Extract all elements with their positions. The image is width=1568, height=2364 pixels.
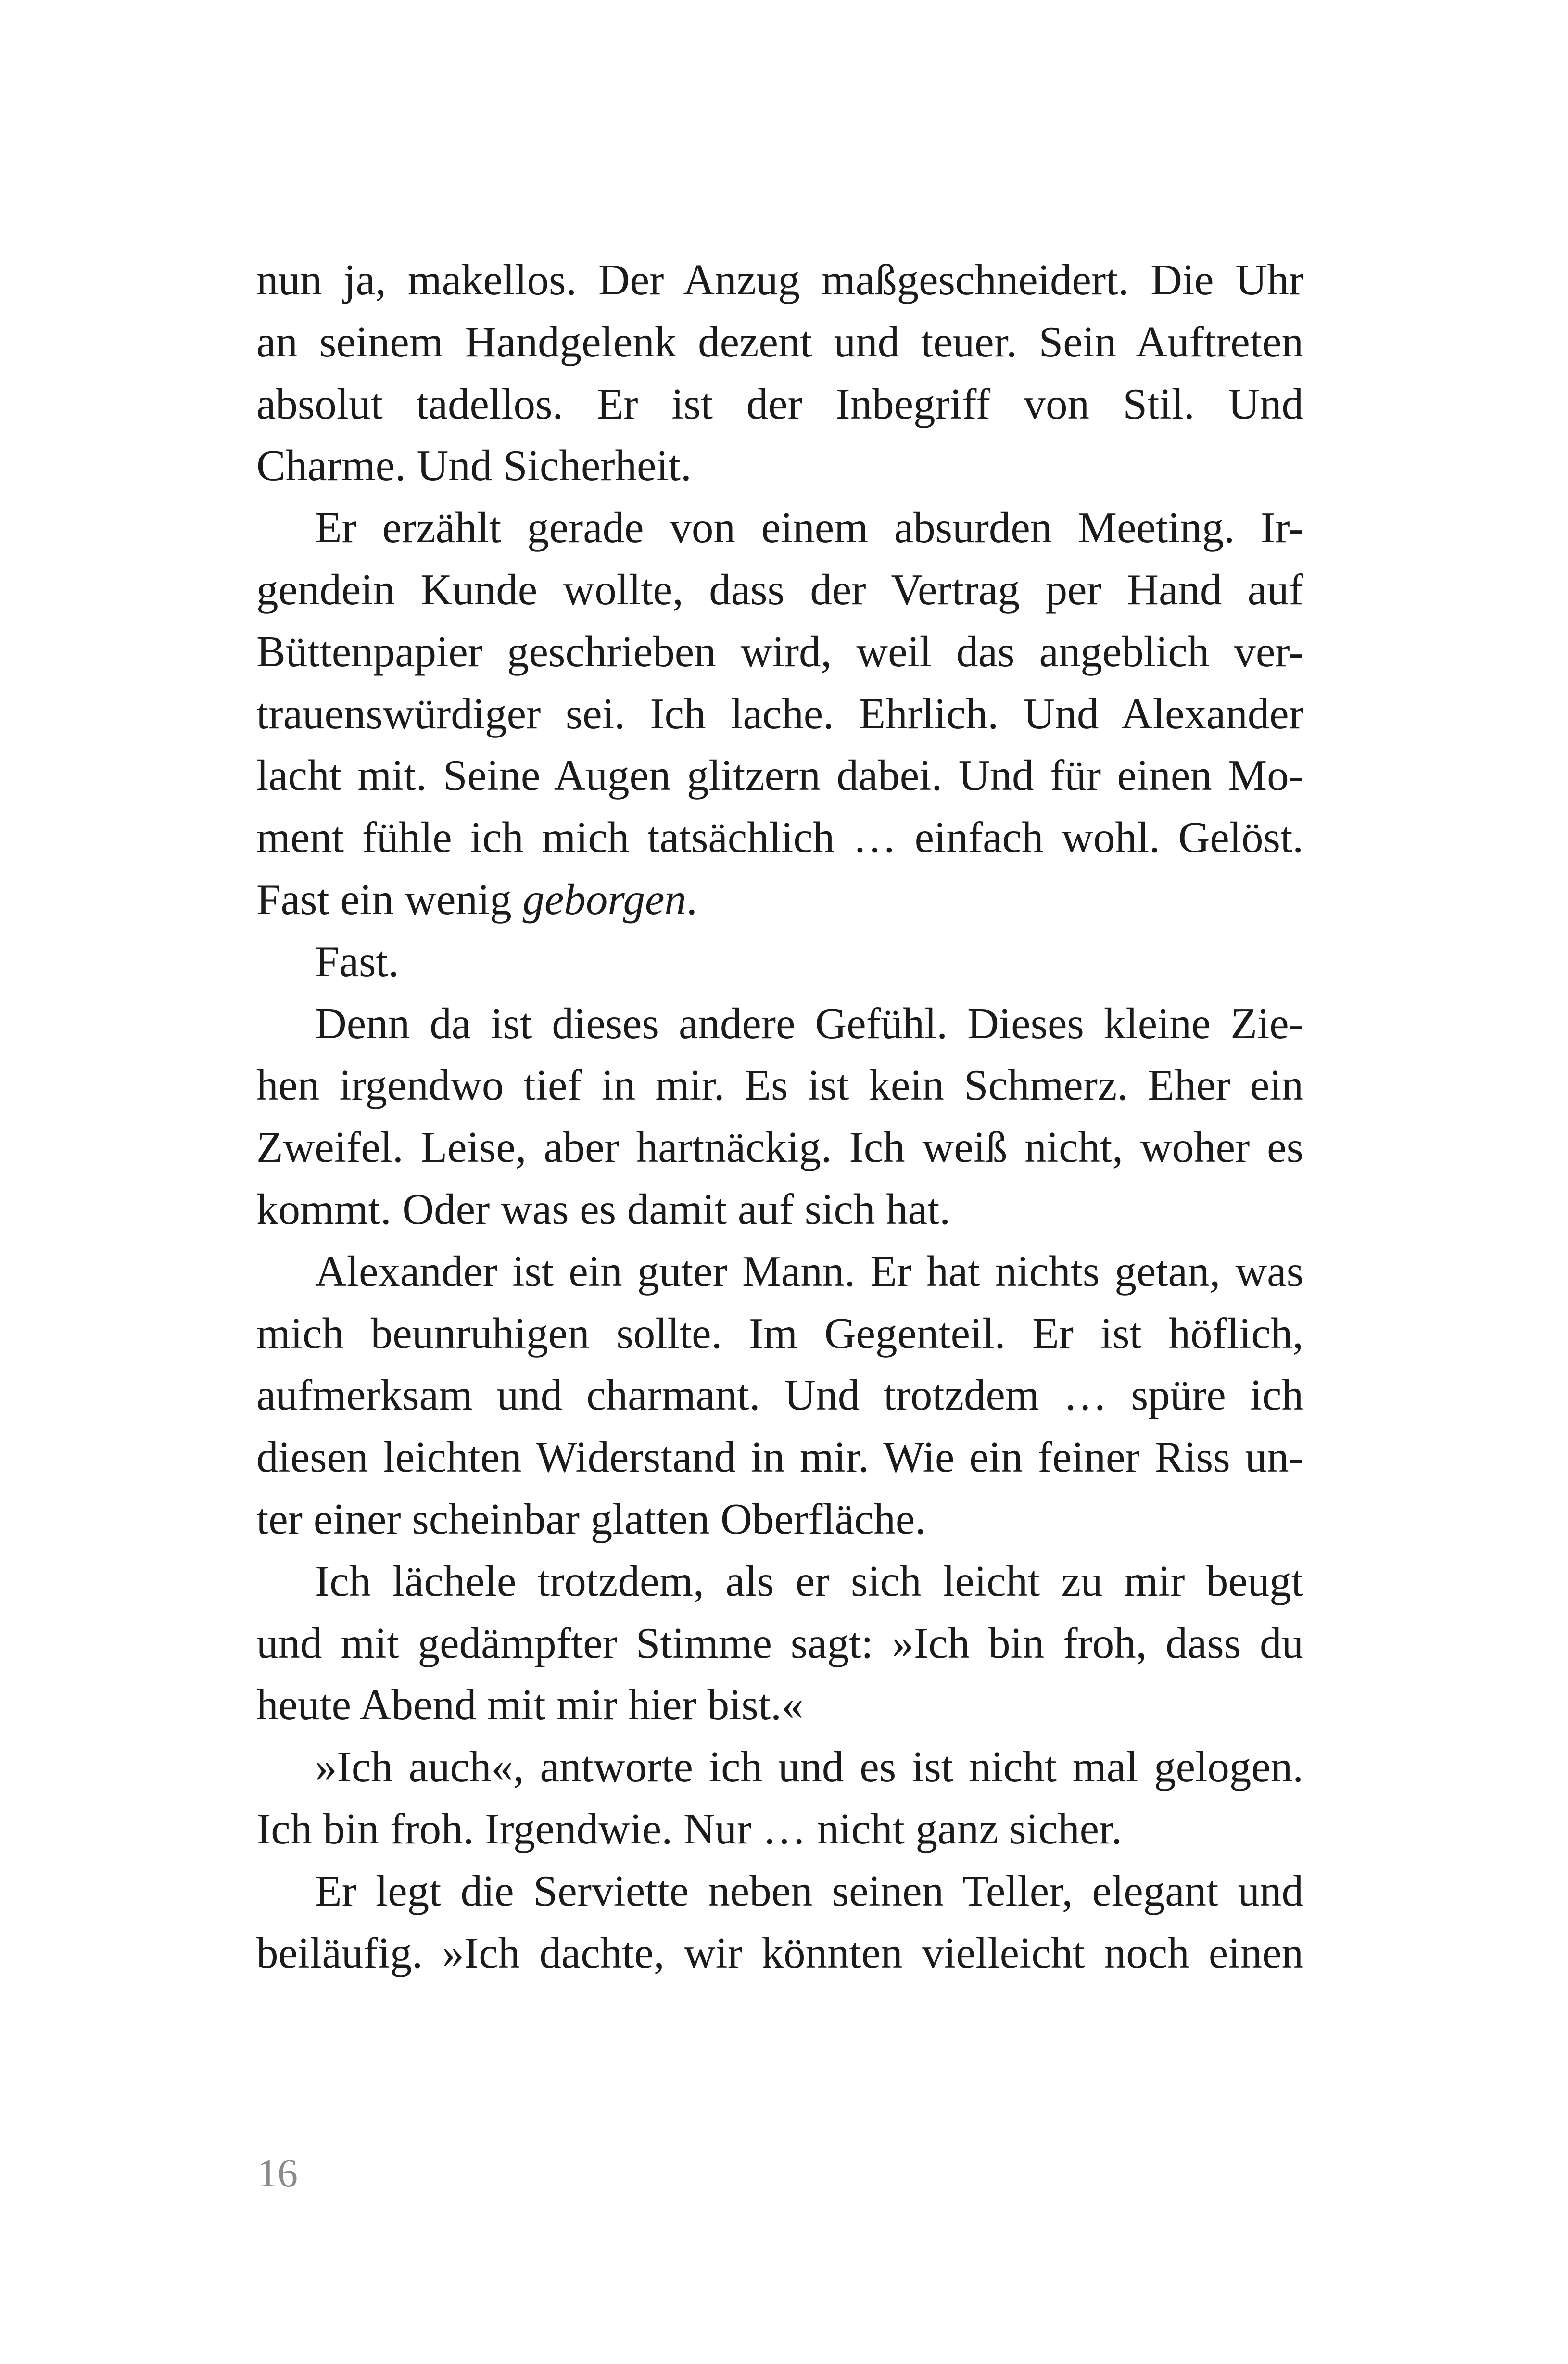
text-line: heute Abend mit mir hier bist.« — [256, 1680, 804, 1729]
page-number: 16 — [257, 2151, 298, 2196]
text-run: . — [686, 875, 697, 924]
text-line: Charme. Und Sicherheit. — [256, 441, 692, 490]
text-line: absolut tadellos. Er ist der Inbegriff von Stil. Und — [256, 379, 1303, 428]
text-line: Alexander ist ein guter Mann. Er hat nichts getan, was — [315, 1246, 1303, 1296]
text-line: mich beunruhigen sollte. Im Gegenteil. Er ist höflich, — [256, 1309, 1303, 1358]
text-line: nun ja, makellos. Der Anzug maßgeschneidert. Die Uhr — [256, 255, 1303, 304]
text-line: Er legt die Serviette neben seinen Teller, elegant und — [315, 1866, 1303, 1915]
text-line: kommt. Oder was es damit auf sich hat. — [256, 1184, 951, 1233]
body-text — [256, 249, 1303, 2048]
text-line: gendein Kunde wollte, dass der Vertrag per Hand auf — [256, 565, 1303, 614]
text-line: lacht mit. Seine Augen glitzern dabei. Und für einen Mo- — [256, 751, 1303, 800]
text-line: an seinem Handgelenk dezent und teuer. Sein Auftreten — [256, 317, 1303, 366]
text-line: »Ich auch«, antworte ich und es ist nicht mal gelogen. — [315, 1742, 1303, 1792]
text-line: Büttenpapier geschrieben wird, weil das angeblich ver- — [256, 627, 1303, 676]
text-line: diesen leichten Widerstand in mir. Wie ein feiner Riss un- — [256, 1433, 1303, 1482]
text-line: Ich bin froh. Irgendwie. Nur … nicht ganz sicher. — [256, 1804, 1123, 1853]
text-line: trauenswürdiger sei. Ich lache. Ehrlich. Und Alexander — [256, 689, 1303, 738]
emphasis-text: geborgen — [522, 875, 686, 924]
text-line: ment fühle ich mich tatsächlich … einfach wohl. Gelöst. — [256, 813, 1303, 862]
text-line: und mit gedämpfter Stimme sagt: »Ich bin froh, dass du — [256, 1618, 1303, 1667]
text-line: ter einer scheinbar glatten Oberfläche. — [256, 1494, 926, 1543]
text-line: beiläufig. »Ich dachte, wir könnten vielleicht noch einen — [256, 1928, 1303, 1977]
text-line: Zweifel. Leise, aber hartnäckig. Ich weiß nicht, woher es — [256, 1123, 1303, 1172]
text-run: Fast ein wenig — [256, 875, 523, 924]
text-line: Ich lächele trotzdem, als er sich leicht zu mir beugt — [315, 1556, 1303, 1605]
text-line — [256, 869, 1303, 931]
text-line: Fast. — [315, 937, 399, 986]
text-line: Denn da ist dieses andere Gefühl. Dieses kleine Zie- — [315, 999, 1303, 1048]
text-line: aufmerksam und charmant. Und trotzdem … spüre ich — [256, 1371, 1303, 1420]
text-line: Er erzählt gerade von einem absurden Meeting. Ir- — [315, 503, 1303, 552]
text-line: hen irgendwo tief in mir. Es ist kein Schmerz. Eher ein — [256, 1061, 1303, 1110]
